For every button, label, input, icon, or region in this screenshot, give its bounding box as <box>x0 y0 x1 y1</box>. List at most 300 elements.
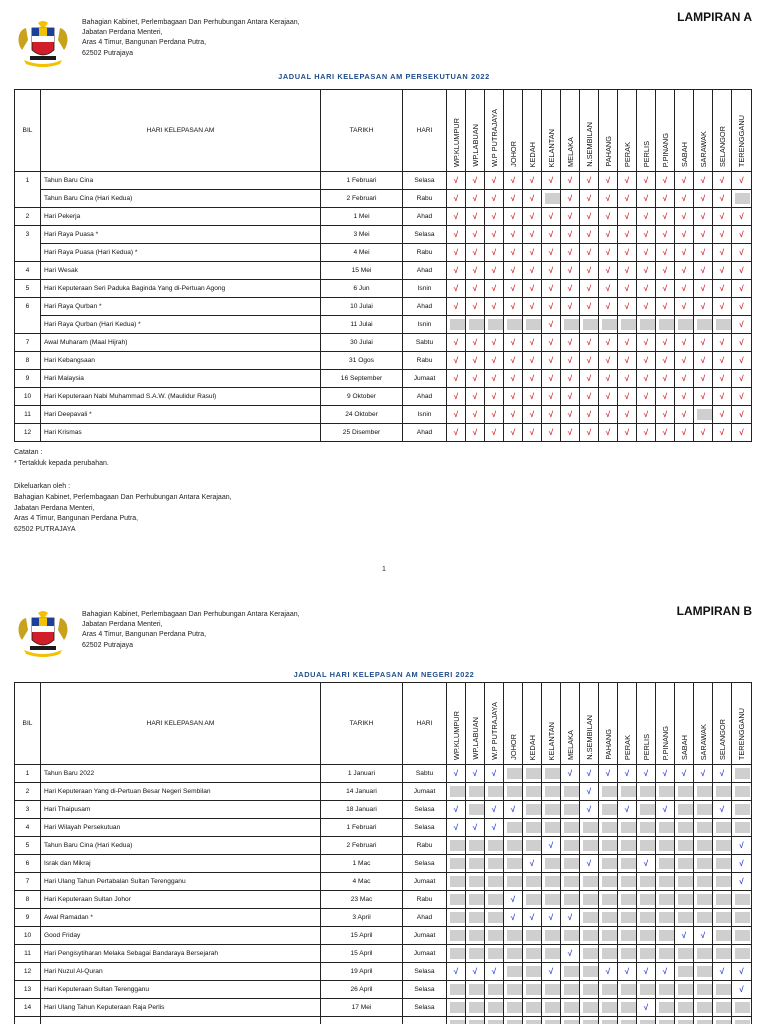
holiday-not-observed-cell <box>485 837 504 855</box>
grey-shade <box>735 894 750 905</box>
holiday-day <box>403 1017 447 1024</box>
checkmark-icon: √ <box>567 212 573 221</box>
holiday-day: Ahad <box>403 298 447 316</box>
issued-line: Jabatan Perdana Menteri, <box>14 504 95 512</box>
checkmark-icon: √ <box>643 410 649 419</box>
holiday-observed-cell <box>675 280 694 298</box>
grey-shade <box>602 858 617 869</box>
holiday-observed-cell <box>713 406 732 424</box>
checkmark-icon: √ <box>624 356 630 365</box>
holiday-day: Ahad <box>403 262 447 280</box>
checkmark-icon: √ <box>700 302 706 311</box>
checkmark-icon: √ <box>472 248 478 257</box>
checkmark-icon: √ <box>491 805 497 814</box>
grey-shade <box>545 768 560 779</box>
checkmark-icon: √ <box>662 194 668 203</box>
holiday-not-observed-cell <box>523 819 542 837</box>
table-header-row <box>15 683 752 765</box>
holiday-date: 10 Julai <box>321 298 403 316</box>
row-number: 8 <box>15 891 41 909</box>
holiday-not-observed-cell <box>618 945 637 963</box>
row-number <box>15 244 41 262</box>
grey-shade <box>507 768 522 779</box>
holiday-not-observed-cell <box>675 891 694 909</box>
holiday-name: Good Friday <box>41 927 321 945</box>
holiday-observed-cell <box>618 208 637 226</box>
grey-shade <box>545 876 560 887</box>
header-holiday: HARI KELEPASAN AM <box>41 683 321 765</box>
checkmark-icon: √ <box>548 302 554 311</box>
grey-shade <box>488 876 503 887</box>
header-state: PAHANG <box>599 683 618 765</box>
holiday-not-observed-cell <box>542 190 561 208</box>
table-row <box>15 873 752 891</box>
grey-shade <box>450 840 465 851</box>
holiday-not-observed-cell <box>694 1017 713 1024</box>
holiday-not-observed-cell <box>542 891 561 909</box>
holiday-observed-cell <box>447 819 466 837</box>
checkmark-icon: √ <box>662 338 668 347</box>
holiday-not-observed-cell <box>656 855 675 873</box>
header-state: SABAH <box>675 90 694 172</box>
checkmark-icon: √ <box>491 212 497 221</box>
checkmark-icon: √ <box>605 410 611 419</box>
checkmark-icon: √ <box>529 356 535 365</box>
checkmark-icon: √ <box>624 248 630 257</box>
holiday-not-observed-cell <box>485 909 504 927</box>
holiday-observed-cell <box>599 172 618 190</box>
holiday-not-observed-cell <box>637 1017 656 1024</box>
holiday-name: Tahun Baru Cina (Hari Kedua) <box>41 190 321 208</box>
row-number: 11 <box>15 945 41 963</box>
checkmark-icon: √ <box>700 230 706 239</box>
holiday-not-observed-cell <box>694 873 713 891</box>
checkmark-icon: √ <box>739 266 744 275</box>
grey-shade <box>488 1002 503 1013</box>
holiday-name: Hari Thaipusam <box>41 801 321 819</box>
holiday-observed-cell <box>675 388 694 406</box>
holiday-not-observed-cell <box>542 765 561 783</box>
holiday-name: Hari Pengisytiharan Melaka Sebagai Bandaraya Bersejarah <box>41 945 321 963</box>
holiday-not-observed-cell <box>466 837 485 855</box>
holiday-observed-cell <box>485 765 504 783</box>
holiday-observed-cell <box>694 280 713 298</box>
holiday-observed-cell <box>485 262 504 280</box>
holiday-not-observed-cell <box>542 1017 561 1024</box>
grey-shade <box>716 858 731 869</box>
grey-shade <box>450 876 465 887</box>
holiday-not-observed-cell <box>580 945 599 963</box>
checkmark-icon: √ <box>491 176 497 185</box>
header-state: SARAWAK <box>694 683 713 765</box>
grey-shade <box>507 1002 522 1013</box>
holiday-observed-cell <box>713 262 732 280</box>
grey-shade <box>526 319 541 330</box>
grey-shade <box>564 1002 579 1013</box>
grey-shade <box>659 786 674 797</box>
holiday-name: Hari Keputeraan Yang di-Pertuan Besar Negeri Sembilan <box>41 783 321 801</box>
row-number: 10 <box>15 927 41 945</box>
holiday-observed-cell <box>485 190 504 208</box>
holiday-name: Tahun Baru Cina (Hari Kedua) <box>41 837 321 855</box>
holiday-name: Hari Keputeraan Sultan Johor <box>41 891 321 909</box>
holiday-day: Ahad <box>403 424 447 442</box>
table-row <box>15 280 752 298</box>
holiday-observed-cell <box>656 352 675 370</box>
holiday-observed-cell <box>656 172 675 190</box>
checkmark-icon: √ <box>719 230 725 239</box>
grey-shade <box>697 409 712 420</box>
checkmark-icon: √ <box>586 302 592 311</box>
holiday-not-observed-cell <box>580 819 599 837</box>
checkmark-icon: √ <box>719 410 725 419</box>
holiday-not-observed-cell <box>713 316 732 334</box>
checkmark-icon: √ <box>605 302 611 311</box>
table-row <box>15 837 752 855</box>
holiday-observed-cell <box>447 172 466 190</box>
grey-shade <box>697 876 712 887</box>
holiday-observed-cell <box>713 765 732 783</box>
holiday-observed-cell <box>637 298 656 316</box>
grey-shade <box>621 1002 636 1013</box>
holiday-observed-cell <box>485 352 504 370</box>
holiday-name <box>41 1017 321 1024</box>
holiday-observed-cell <box>694 226 713 244</box>
issued-line: Bahagian Kabinet, Perlembagaan Dan Perhubungan Antara Kerajaan, <box>14 493 232 501</box>
holiday-date: 17 Mei <box>321 999 403 1017</box>
holiday-not-observed-cell <box>485 1017 504 1024</box>
checkmark-icon: √ <box>643 266 649 275</box>
checkmark-icon: √ <box>605 248 611 257</box>
checkmark-icon: √ <box>739 410 744 419</box>
header-holiday: HARI KELEPASAN AM <box>41 90 321 172</box>
checkmark-icon: √ <box>605 284 611 293</box>
holiday-not-observed-cell <box>637 316 656 334</box>
holiday-day: Jumaat <box>403 370 447 388</box>
grey-shade <box>507 930 522 941</box>
grey-shade <box>545 984 560 995</box>
checkmark-icon: √ <box>453 374 459 383</box>
holiday-observed-cell <box>656 388 675 406</box>
header-state: PERAK <box>618 683 637 765</box>
grey-shade <box>697 822 712 833</box>
holiday-observed-cell <box>694 208 713 226</box>
holiday-observed-cell <box>523 226 542 244</box>
checkmark-icon: √ <box>567 248 573 257</box>
holiday-observed-cell <box>599 370 618 388</box>
checkmark-icon: √ <box>453 823 459 832</box>
holiday-observed-cell <box>732 837 752 855</box>
holiday-observed-cell <box>447 280 466 298</box>
header-state: MELAKA <box>561 683 580 765</box>
holiday-observed-cell <box>599 244 618 262</box>
checkmark-icon: √ <box>548 212 554 221</box>
holiday-observed-cell <box>732 352 752 370</box>
holiday-not-observed-cell <box>504 316 523 334</box>
grey-shade <box>697 948 712 959</box>
holiday-observed-cell <box>694 244 713 262</box>
checkmark-icon: √ <box>624 230 630 239</box>
holiday-not-observed-cell <box>656 927 675 945</box>
holiday-not-observed-cell <box>504 819 523 837</box>
checkmark-icon: √ <box>472 967 478 976</box>
grey-shade <box>488 948 503 959</box>
holiday-not-observed-cell <box>466 1017 485 1024</box>
grey-shade <box>564 319 579 330</box>
checkmark-icon: √ <box>510 284 516 293</box>
holiday-observed-cell <box>694 172 713 190</box>
holiday-not-observed-cell <box>447 783 466 801</box>
checkmark-icon: √ <box>739 374 744 383</box>
checkmark-icon: √ <box>586 392 592 401</box>
grey-shade <box>450 786 465 797</box>
holiday-not-observed-cell <box>713 999 732 1017</box>
grey-shade <box>697 319 712 330</box>
checkmark-icon: √ <box>662 805 668 814</box>
holiday-not-observed-cell <box>542 783 561 801</box>
holiday-not-observed-cell <box>561 1017 580 1024</box>
holiday-observed-cell <box>618 765 637 783</box>
grey-shade <box>735 193 750 204</box>
grey-shade <box>621 984 636 995</box>
grey-shade <box>659 876 674 887</box>
checkmark-icon: √ <box>739 841 744 850</box>
row-number: 4 <box>15 819 41 837</box>
holiday-not-observed-cell <box>599 927 618 945</box>
holiday-not-observed-cell <box>485 783 504 801</box>
table-title: JADUAL HARI KELEPASAN AM NEGERI 2022 <box>293 670 475 679</box>
holiday-observed-cell <box>732 316 752 334</box>
holiday-not-observed-cell <box>485 945 504 963</box>
holiday-observed-cell <box>656 334 675 352</box>
header-state: KELANTAN <box>542 90 561 172</box>
row-number: 9 <box>15 370 41 388</box>
holiday-not-observed-cell <box>713 981 732 999</box>
holiday-observed-cell <box>542 316 561 334</box>
checkmark-icon: √ <box>472 194 478 203</box>
holiday-observed-cell <box>713 190 732 208</box>
grey-shade <box>640 319 655 330</box>
checkmark-icon: √ <box>662 248 668 257</box>
holiday-not-observed-cell <box>504 855 523 873</box>
checkmark-icon: √ <box>491 374 497 383</box>
grey-shade <box>545 1020 560 1024</box>
header-state: WP.LABUAN <box>466 683 485 765</box>
holiday-observed-cell <box>694 370 713 388</box>
checkmark-icon: √ <box>700 428 706 437</box>
grey-shade <box>450 930 465 941</box>
holiday-observed-cell <box>466 244 485 262</box>
grey-shade <box>678 1002 693 1013</box>
holiday-not-observed-cell <box>694 891 713 909</box>
grey-shade <box>469 858 484 869</box>
holiday-observed-cell <box>561 208 580 226</box>
holiday-name: Hari Keputeraan Nabi Muhammad S.A.W. (Maulidur Rasul) <box>41 388 321 406</box>
holiday-name: Tahun Baru Cina <box>41 172 321 190</box>
holiday-observed-cell <box>561 244 580 262</box>
grey-shade <box>697 840 712 851</box>
holiday-observed-cell <box>523 424 542 442</box>
grey-shade <box>526 876 541 887</box>
grey-shade <box>469 912 484 923</box>
header-state: WP.LABUAN <box>466 90 485 172</box>
checkmark-icon: √ <box>510 194 516 203</box>
holiday-not-observed-cell <box>466 945 485 963</box>
grey-shade <box>507 966 522 977</box>
holiday-observed-cell <box>637 963 656 981</box>
holiday-not-observed-cell <box>713 873 732 891</box>
grey-shade <box>526 966 541 977</box>
checkmark-icon: √ <box>510 913 516 922</box>
holiday-observed-cell <box>637 226 656 244</box>
holiday-observed-cell <box>447 388 466 406</box>
row-number <box>15 316 41 334</box>
holiday-date: 24 Oktober <box>321 406 403 424</box>
holiday-not-observed-cell <box>580 981 599 999</box>
holiday-date: 2 Februari <box>321 190 403 208</box>
holiday-observed-cell <box>580 801 599 819</box>
table-row <box>15 226 752 244</box>
table-row <box>15 352 752 370</box>
holiday-observed-cell <box>504 406 523 424</box>
header-state: KEDAH <box>523 683 542 765</box>
checkmark-icon: √ <box>739 230 744 239</box>
row-number: 11 <box>15 406 41 424</box>
holiday-observed-cell <box>637 172 656 190</box>
grey-shade <box>564 894 579 905</box>
grey-shade <box>507 319 522 330</box>
holiday-observed-cell <box>656 226 675 244</box>
grey-shade <box>640 822 655 833</box>
table-row <box>15 945 752 963</box>
grey-shade <box>716 912 731 923</box>
holiday-day: Rabu <box>403 352 447 370</box>
holiday-observed-cell <box>637 208 656 226</box>
row-number: 2 <box>15 783 41 801</box>
checkmark-icon: √ <box>453 967 459 976</box>
holiday-not-observed-cell <box>542 999 561 1017</box>
table-row <box>15 208 752 226</box>
holiday-observed-cell <box>466 262 485 280</box>
holiday-observed-cell <box>580 855 599 873</box>
grey-shade <box>583 912 598 923</box>
address-block <box>82 610 300 651</box>
holiday-observed-cell <box>542 352 561 370</box>
checkmark-icon: √ <box>700 769 706 778</box>
notes-item: * Tertakluk kepada perubahan. <box>14 459 109 467</box>
checkmark-icon: √ <box>567 230 573 239</box>
table-row <box>15 316 752 334</box>
checkmark-icon: √ <box>662 392 668 401</box>
checkmark-icon: √ <box>739 859 744 868</box>
holiday-observed-cell <box>580 783 599 801</box>
row-number: 2 <box>15 208 41 226</box>
grey-shade <box>564 786 579 797</box>
holiday-not-observed-cell <box>675 837 694 855</box>
holiday-observed-cell <box>732 981 752 999</box>
checkmark-icon: √ <box>739 320 744 329</box>
grey-shade <box>621 948 636 959</box>
holiday-observed-cell <box>713 370 732 388</box>
holiday-observed-cell <box>523 334 542 352</box>
holiday-observed-cell <box>523 352 542 370</box>
checkmark-icon: √ <box>681 230 687 239</box>
grey-shade <box>469 804 484 815</box>
holiday-observed-cell <box>523 208 542 226</box>
grey-shade <box>450 1002 465 1013</box>
checkmark-icon: √ <box>567 302 573 311</box>
checkmark-icon: √ <box>643 176 649 185</box>
holiday-observed-cell <box>504 352 523 370</box>
checkmark-icon: √ <box>643 212 649 221</box>
checkmark-icon: √ <box>567 338 573 347</box>
header-state: WP.KLUMPUR <box>447 683 466 765</box>
issued-line: 62502 PUTRAJAYA <box>14 526 76 534</box>
row-number: 5 <box>15 837 41 855</box>
header-bil: BIL <box>15 683 41 765</box>
holiday-name: Hari Keputeraan Sultan Terengganu <box>41 981 321 999</box>
holiday-not-observed-cell <box>542 855 561 873</box>
holiday-observed-cell <box>466 352 485 370</box>
holiday-observed-cell <box>523 855 542 873</box>
checkmark-icon: √ <box>719 805 725 814</box>
holiday-not-observed-cell <box>618 891 637 909</box>
holiday-not-observed-cell <box>675 981 694 999</box>
grey-shade <box>640 930 655 941</box>
checkmark-icon: √ <box>662 967 668 976</box>
holiday-not-observed-cell <box>656 873 675 891</box>
holiday-not-observed-cell <box>675 819 694 837</box>
holiday-observed-cell <box>656 370 675 388</box>
checkmark-icon: √ <box>529 410 535 419</box>
checkmark-icon: √ <box>567 913 573 922</box>
holiday-not-observed-cell <box>713 837 732 855</box>
holiday-observed-cell <box>542 837 561 855</box>
holiday-observed-cell <box>713 226 732 244</box>
holiday-observed-cell <box>504 388 523 406</box>
holiday-day: Jumaat <box>403 927 447 945</box>
checkmark-icon: √ <box>586 266 592 275</box>
holiday-not-observed-cell <box>732 927 752 945</box>
checkmark-icon: √ <box>586 859 592 868</box>
holiday-observed-cell <box>561 262 580 280</box>
holiday-not-observed-cell <box>447 873 466 891</box>
holiday-name: Israk dan Mikraj <box>41 855 321 873</box>
checkmark-icon: √ <box>453 302 459 311</box>
holiday-name: Hari Raya Puasa (Hari Kedua) * <box>41 244 321 262</box>
holiday-observed-cell <box>542 172 561 190</box>
holiday-day: Rabu <box>403 837 447 855</box>
grey-shade <box>450 912 465 923</box>
grey-shade <box>678 984 693 995</box>
holiday-not-observed-cell <box>504 873 523 891</box>
holiday-not-observed-cell <box>504 1017 523 1024</box>
checkmark-icon: √ <box>586 356 592 365</box>
holiday-observed-cell <box>694 352 713 370</box>
checkmark-icon: √ <box>662 769 668 778</box>
holiday-not-observed-cell <box>447 927 466 945</box>
grey-shade <box>678 840 693 851</box>
grey-shade <box>621 319 636 330</box>
holiday-observed-cell <box>656 765 675 783</box>
checkmark-icon: √ <box>719 374 725 383</box>
holiday-observed-cell <box>447 298 466 316</box>
holiday-day: Isnin <box>403 316 447 334</box>
header-date: TARIKH <box>321 683 403 765</box>
holiday-not-observed-cell <box>713 819 732 837</box>
checkmark-icon: √ <box>453 266 459 275</box>
grey-shade <box>526 1020 541 1024</box>
